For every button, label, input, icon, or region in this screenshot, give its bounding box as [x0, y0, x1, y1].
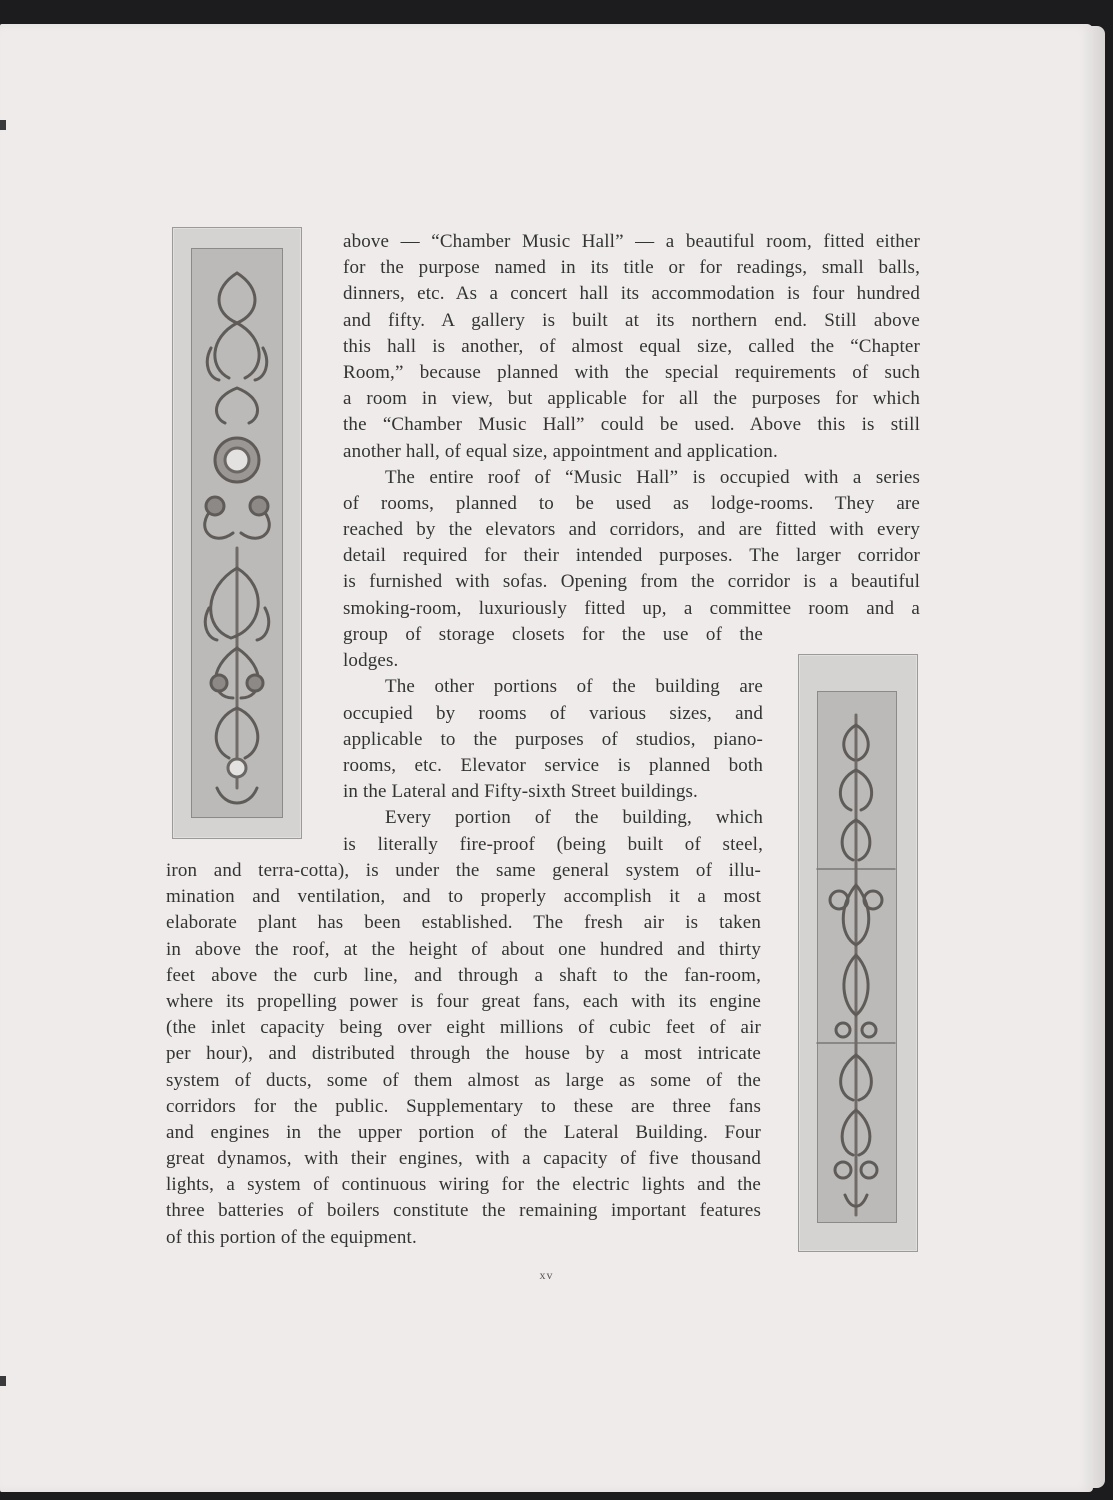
text-line: this hall is another, of almost equal size, called the “Chapter: [343, 335, 920, 357]
text-line: rooms, etc. Elevator service is planned both: [343, 754, 763, 776]
text-line: (the inlet capacity being over eight millions of cubic feet of air: [166, 1017, 761, 1039]
text-line: of rooms, planned to be used as lodge-rooms. They are: [343, 492, 920, 514]
text-line: Every portion of the building, which: [385, 807, 763, 829]
text-line: applicable to the purposes of studios, piano-: [343, 728, 763, 750]
text-line: smoking-room, luxuriously fitted up, a committee room and a: [343, 597, 920, 619]
text-line: group of storage closets for the use of the: [343, 624, 763, 645]
text-line: corridors for the public. Supplementary to these are three fans: [166, 1095, 761, 1117]
text-line: where its propelling power is four great fans, each with its engine: [166, 990, 761, 1012]
ornamental-panel-right: [798, 654, 918, 1252]
text-line: above — “Chamber Music Hall” — a beautiful room, fitted either: [343, 231, 920, 252]
text-line: per hour), and distributed through the house by a most intricate: [166, 1043, 761, 1065]
binding-mark: [0, 1376, 6, 1386]
text-line: and fifty. A gallery is built at its northern end. Still above: [343, 309, 920, 331]
text-line: a room in view, but applicable for all the purposes for which: [343, 388, 920, 410]
text-line: feet above the curb line, and through a shaft to the fan-room,: [166, 964, 761, 986]
text-line: system of ducts, some of them almost as large as some of the: [166, 1069, 761, 1091]
text-line: mination and ventilation, and to properly accomplish it a most: [166, 886, 761, 908]
text-line: and engines in the upper portion of the Lateral Building. Four: [166, 1121, 761, 1143]
text-line: great dynamos, with their engines, with a capacity of five thousand: [166, 1148, 761, 1170]
text-line: is literally fire-proof (being built of steel,: [343, 833, 763, 855]
text-line: iron and terra-cotta), is under the same general system of illu-: [166, 860, 761, 881]
text-line: The entire roof of “Music Hall” is occupied with a series: [385, 466, 920, 488]
text-line: the “Chamber Music Hall” could be used. Above this is still: [343, 414, 920, 436]
text-line: three batteries of boilers constitute the remaining important features: [166, 1200, 761, 1222]
scrollwork-ornament: [173, 228, 301, 838]
scrollwork-ornament: [799, 655, 917, 1251]
page-number: xv: [539, 1268, 554, 1282]
text-line: The other portions of the building are: [385, 676, 763, 698]
text-line: lodges.: [343, 650, 399, 672]
text-line: is furnished with sofas. Opening from the corridor is a beautiful: [343, 571, 920, 593]
ornamental-panel-left: [172, 227, 302, 839]
text-line: Room,” because planned with the special requirements of such: [343, 361, 920, 383]
text-line: lights, a system of continuous wiring for the electric lights and the: [166, 1174, 761, 1196]
text-line: reached by the elevators and corridors, and are fitted with every: [343, 519, 920, 541]
text-line: detail required for their intended purposes. The larger corridor: [343, 545, 920, 567]
text-line: occupied by rooms of various sizes, and: [343, 702, 763, 724]
text-line: dinners, etc. As a concert hall its accommodation is four hundred: [343, 283, 920, 305]
text-block-top: [343, 229, 920, 622]
text-block-bottom: [166, 858, 761, 1251]
text-line: elaborate plant has been established. The fresh air is taken: [166, 912, 761, 934]
text-line: for the purpose named in its title or for readings, small balls,: [343, 257, 920, 279]
text-line: in above the roof, at the height of about one hundred and thirty: [166, 938, 761, 960]
text-line: another hall, of equal size, appointment and application.: [343, 440, 778, 462]
text-line: of this portion of the equipment.: [166, 1226, 417, 1248]
text-line: in the Lateral and Fifty-sixth Street buildings.: [343, 781, 698, 803]
binding-mark: [0, 120, 6, 130]
text-block-middle: [343, 622, 763, 858]
